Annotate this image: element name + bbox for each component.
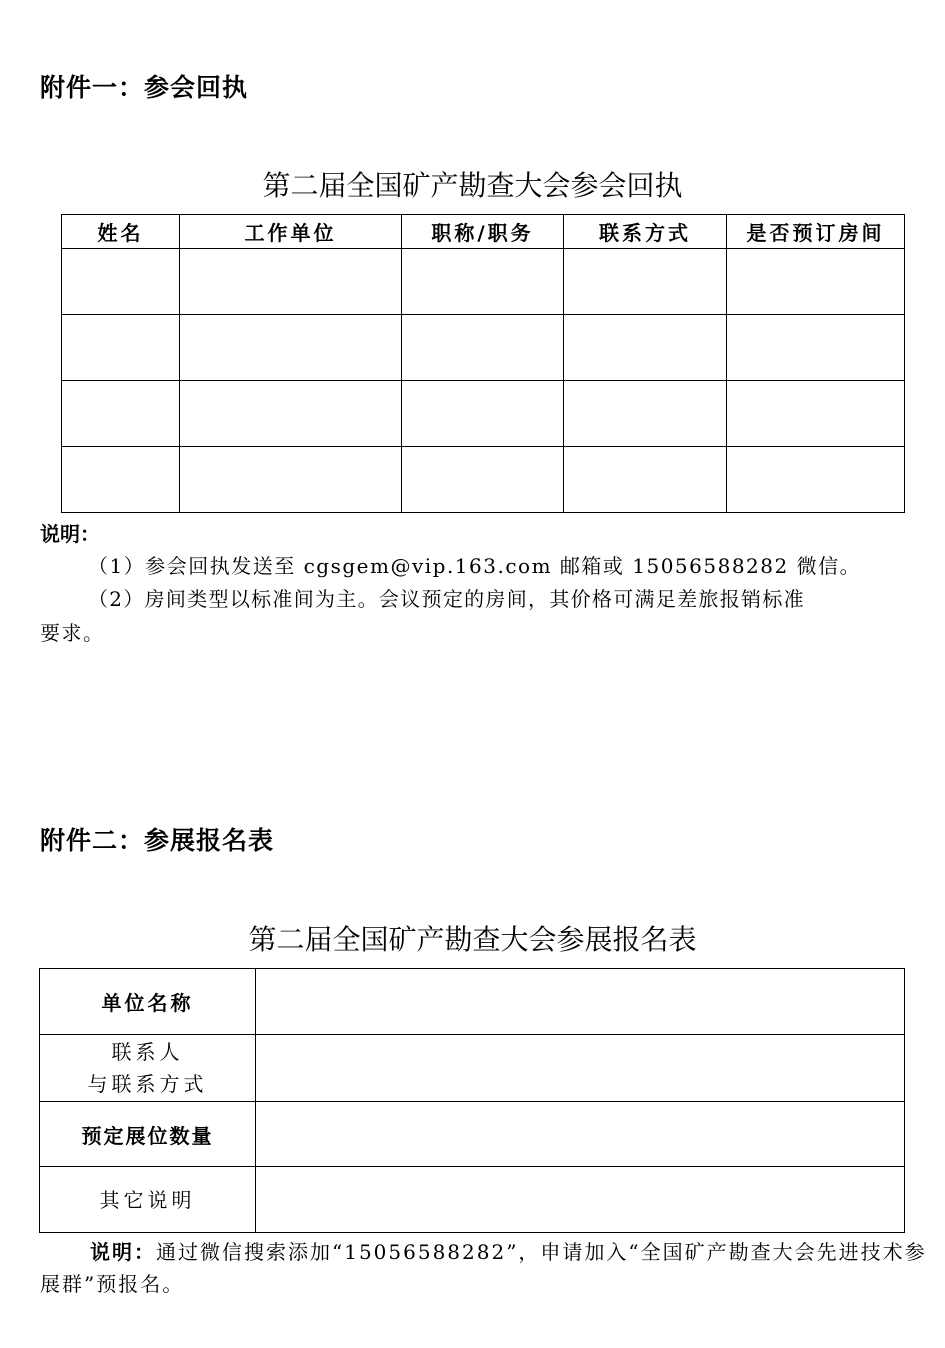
section2-notes-label: 说明： bbox=[90, 1240, 156, 1264]
table-row bbox=[62, 315, 905, 381]
table-cell[interactable] bbox=[180, 447, 402, 513]
table-cell[interactable] bbox=[180, 315, 402, 381]
registration-table bbox=[61, 214, 905, 513]
contact-label bbox=[40, 1035, 256, 1102]
table-cell[interactable] bbox=[564, 447, 727, 513]
table-cell[interactable] bbox=[727, 381, 905, 447]
booth-count-label: 预定展位数量 bbox=[40, 1102, 256, 1167]
exhibition-table bbox=[39, 968, 905, 1233]
unit-name-label: 单位名称 bbox=[40, 969, 256, 1035]
section2-table-title: 第二届全国矿产勘查大会参展报名表 bbox=[248, 923, 697, 956]
section1-note-2-line1: （2）房间类型以标准间为主。会议预定的房间，其价格可满足差旅报销标准 bbox=[88, 587, 805, 611]
contact-field[interactable] bbox=[256, 1035, 905, 1102]
table-cell[interactable] bbox=[727, 249, 905, 315]
section1-table-title: 第二届全国矿产勘查大会参会回执 bbox=[262, 169, 683, 202]
table-cell[interactable] bbox=[727, 315, 905, 381]
column-header-title-position: 职称/职务 bbox=[402, 215, 564, 249]
table-cell[interactable] bbox=[62, 315, 180, 381]
section1-heading: 附件一：参会回执 bbox=[40, 73, 249, 102]
table-row bbox=[40, 969, 905, 1035]
table-row bbox=[62, 249, 905, 315]
column-header-name: 姓名 bbox=[62, 215, 180, 249]
table-header-row bbox=[62, 215, 905, 249]
other-notes-label: 其它说明 bbox=[40, 1167, 256, 1233]
column-header-work-unit: 工作单位 bbox=[180, 215, 402, 249]
table-cell[interactable] bbox=[180, 249, 402, 315]
table-cell[interactable] bbox=[402, 249, 564, 315]
table-cell[interactable] bbox=[62, 249, 180, 315]
table-row bbox=[40, 1102, 905, 1167]
other-notes-field[interactable] bbox=[256, 1167, 905, 1233]
contact-label-line2: 与联系方式 bbox=[87, 1072, 208, 1096]
table-cell[interactable] bbox=[62, 381, 180, 447]
table-cell[interactable] bbox=[727, 447, 905, 513]
section1-note-2-line2: 要求。 bbox=[40, 621, 105, 645]
table-cell[interactable] bbox=[564, 315, 727, 381]
table-cell[interactable] bbox=[564, 249, 727, 315]
section2-heading: 附件二：参展报名表 bbox=[40, 826, 275, 855]
section1-notes-label: 说明： bbox=[40, 522, 100, 546]
contact-label-line1: 联系人 bbox=[111, 1040, 184, 1064]
column-header-room-booking: 是否预订房间 bbox=[727, 215, 905, 249]
table-cell[interactable] bbox=[62, 447, 180, 513]
section2-notes bbox=[40, 1236, 928, 1300]
section2-notes-text: 通过微信搜索添加“15056588282”，申请加入“全国矿产勘查大会先进技术参展群”预报名。 bbox=[40, 1240, 927, 1296]
table-cell[interactable] bbox=[180, 381, 402, 447]
table-cell[interactable] bbox=[402, 381, 564, 447]
column-header-contact: 联系方式 bbox=[564, 215, 727, 249]
table-row bbox=[62, 447, 905, 513]
table-cell[interactable] bbox=[564, 381, 727, 447]
table-row bbox=[40, 1167, 905, 1233]
table-cell[interactable] bbox=[402, 447, 564, 513]
booth-count-field[interactable] bbox=[256, 1102, 905, 1167]
table-row bbox=[62, 381, 905, 447]
table-row bbox=[40, 1035, 905, 1102]
section1-note-1: （1）参会回执发送至 cgsgem@vip.163.com 邮箱或 15056588282 微信。 bbox=[88, 554, 862, 578]
unit-name-field[interactable] bbox=[256, 969, 905, 1035]
table-cell[interactable] bbox=[402, 315, 564, 381]
